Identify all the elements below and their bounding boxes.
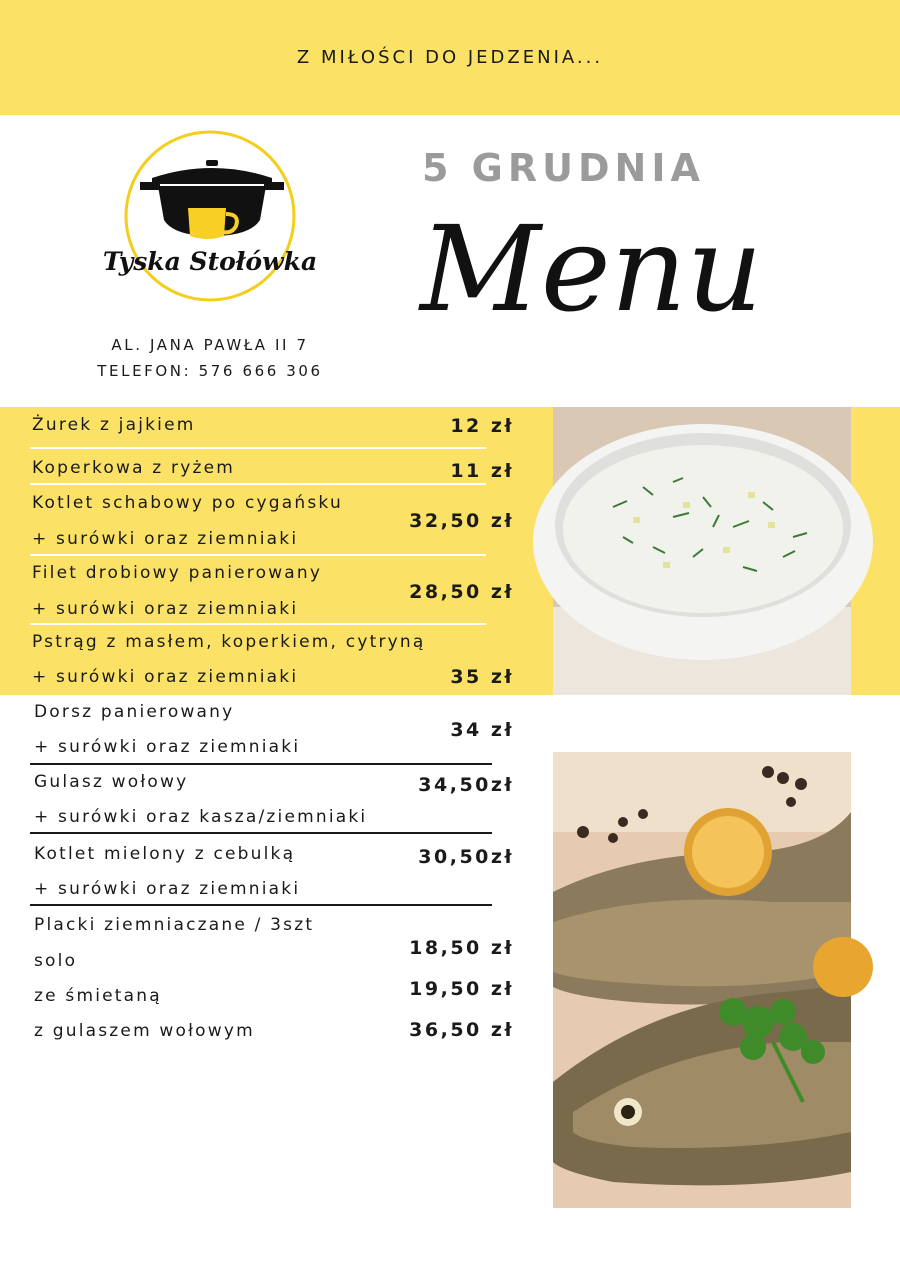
logo (100, 128, 320, 308)
item-8-name: Kotlet mielony z cebulką (34, 844, 296, 864)
item-4-name: Filet drobiowy panierowany (32, 563, 323, 583)
item-1-price: 12 zł (450, 415, 514, 437)
divider (30, 623, 486, 625)
item-1-name: Żurek z jajkiem (32, 415, 196, 435)
soup-photo (553, 407, 851, 695)
item-6-price: 34 zł (450, 719, 514, 741)
divider (30, 832, 492, 834)
item-7-sub: + surówki oraz kasza/ziemniaki (34, 807, 368, 827)
item-6-name: Dorsz panierowany (34, 702, 235, 722)
divider (30, 763, 492, 765)
item-3-name: Kotlet schabowy po cygańsku (32, 493, 343, 513)
divider (30, 447, 486, 449)
item-5-sub: + surówki oraz ziemniaki (32, 667, 299, 687)
item-7-price: 34,50zł (418, 774, 514, 796)
phone: TELEFON: 576 666 306 (97, 362, 323, 380)
item-4-sub: + surówki oraz ziemniaki (32, 599, 299, 619)
address-block (80, 332, 340, 384)
item-9-name: Placki ziemniaczane / 3szt (34, 915, 315, 935)
item-3-price: 32,50 zł (409, 510, 514, 532)
item-9-variant-1-price: 18,50 zł (409, 937, 514, 959)
item-2-price: 11 zł (450, 460, 514, 482)
item-9-variant-2-label: ze śmietaną (34, 986, 162, 1006)
divider (30, 554, 486, 556)
item-8-price: 30,50zł (418, 846, 514, 868)
item-7-name: Gulasz wołowy (34, 772, 189, 792)
item-9-variant-1-label: solo (34, 951, 78, 971)
item-2-name: Koperkowa z ryżem (32, 458, 236, 478)
logo-text: Tyska Stołówka (102, 247, 318, 276)
tagline: Z MIŁOŚCI DO JEDZENIA... (296, 47, 604, 68)
menu-date: 5 GRUDNIA (422, 146, 705, 190)
item-9-variant-2-price: 19,50 zł (409, 978, 514, 1000)
item-5-name: Pstrąg z masłem, koperkiem, cytryną (32, 632, 426, 652)
item-5-price: 35 zł (450, 666, 514, 688)
item-8-sub: + surówki oraz ziemniaki (34, 879, 301, 899)
menu-title-text: Menu (420, 200, 763, 338)
item-3-sub: + surówki oraz ziemniaki (32, 529, 299, 549)
divider (30, 483, 486, 485)
address: AL. JANA PAWŁA II 7 (111, 336, 309, 354)
item-4-price: 28,50 zł (409, 581, 514, 603)
item-9-variant-3-label: z gulaszem wołowym (34, 1021, 255, 1041)
item-6-sub: + surówki oraz ziemniaki (34, 737, 301, 757)
item-9-variant-3-price: 36,50 zł (409, 1019, 514, 1041)
fish-photo (553, 752, 851, 1208)
menu-title (410, 200, 763, 380)
divider (30, 904, 492, 906)
